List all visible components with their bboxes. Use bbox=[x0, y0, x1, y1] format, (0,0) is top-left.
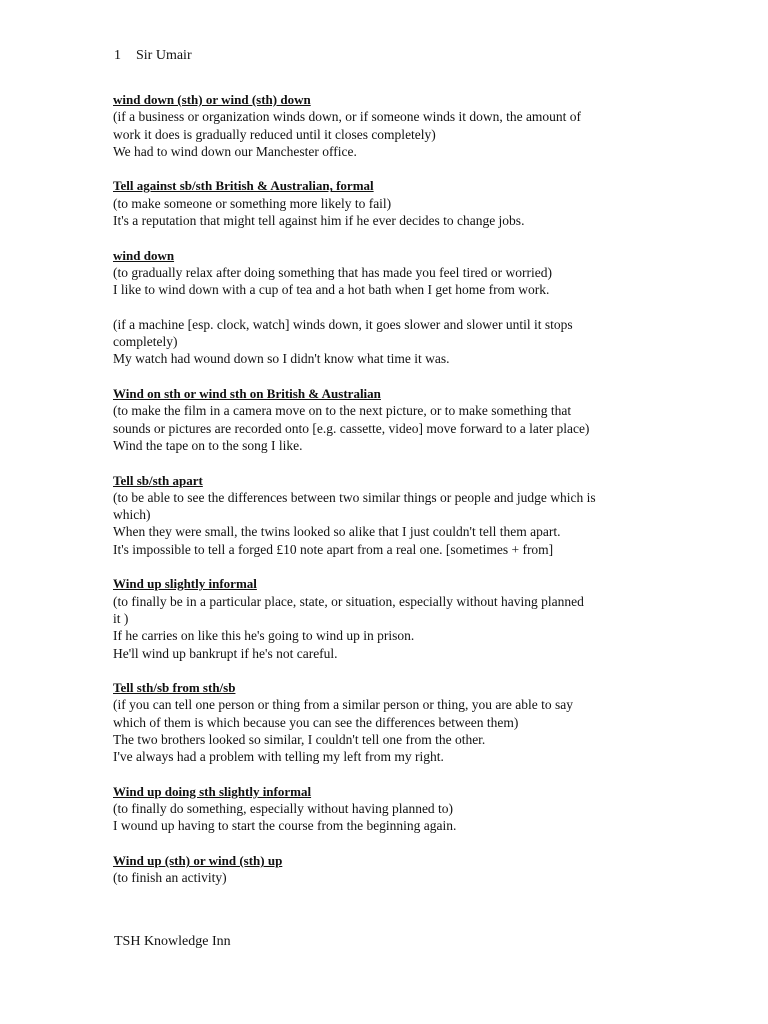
entry-line: We had to wind down our Manchester office. bbox=[113, 143, 357, 159]
entry-line: (to be able to see the differences between two similar things or people and judge which is bbox=[113, 489, 596, 505]
entry-term: Tell sth/sb from sth/sb bbox=[113, 680, 236, 696]
entry-line: (to finish an activity) bbox=[113, 870, 227, 886]
entry-line: When they were small, the twins looked so alike that I just couldn't tell them apart. bbox=[113, 524, 561, 540]
dictionary-entry bbox=[113, 247, 653, 299]
entry-term: Wind up doing sth slightly informal bbox=[113, 783, 312, 799]
dictionary-entry bbox=[113, 385, 653, 454]
dictionary-entry bbox=[113, 91, 653, 160]
entry-term: wind down (sth) or wind (sth) down bbox=[113, 92, 311, 107]
entry-line: My watch had wound down so I didn't know what time it was. bbox=[113, 351, 450, 367]
page-header bbox=[114, 47, 192, 64]
page-footer: TSH Knowledge Inn bbox=[114, 934, 231, 949]
entry-line: (to make the film in a camera move on to the next picture, or to make something that bbox=[113, 403, 572, 419]
entry-term: wind down bbox=[113, 247, 175, 263]
dictionary-entry bbox=[113, 783, 653, 835]
entry-line: (to finally do something, especially without having planned to) bbox=[113, 801, 454, 817]
entry-line: I've always had a problem with telling my left from my right. bbox=[113, 749, 444, 765]
document-body bbox=[113, 91, 653, 904]
entry-line: completely) bbox=[113, 334, 178, 350]
entry-term: Wind on sth or wind sth on British & Australian bbox=[113, 386, 381, 402]
entry-line: (to finally be in a particular place, state, or situation, especially without having planned bbox=[113, 593, 584, 609]
dictionary-entry bbox=[113, 575, 653, 661]
entry-line: which) bbox=[113, 507, 151, 523]
entry-line: Wind the tape on to the song I like. bbox=[113, 437, 303, 453]
dictionary-entry bbox=[113, 679, 653, 765]
entry-line: (if a machine [esp. clock, watch] winds down, it goes slower and slower until it stops bbox=[113, 316, 573, 332]
entry-line: (to gradually relax after doing something that has made you feel tired or worried) bbox=[113, 264, 552, 280]
entry-line: (if a business or organization winds down, or if someone winds it down, the amount of bbox=[113, 109, 582, 125]
author-name: Sir Umair bbox=[136, 48, 192, 63]
dictionary-entry bbox=[113, 316, 653, 368]
entry-term: Tell sb/sth apart bbox=[113, 472, 203, 488]
entry-line: The two brothers looked so similar, I couldn't tell one from the other. bbox=[113, 731, 486, 747]
entry-line: which of them is which because you can see the differences between them) bbox=[113, 714, 519, 730]
entry-line: work it does is gradually reduced until it closes completely) bbox=[113, 126, 436, 142]
entry-term: Tell against sb/sth British & Australian, formal bbox=[113, 178, 374, 194]
entry-line: (if you can tell one person or thing from a similar person or thing, you are able to say bbox=[113, 697, 574, 713]
entry-line: I wound up having to start the course from the beginning again. bbox=[113, 818, 457, 834]
entry-line: It's impossible to tell a forged £10 note apart from a real one. [sometimes + from] bbox=[113, 541, 554, 557]
dictionary-entry bbox=[113, 852, 653, 887]
entry-line: it ) bbox=[113, 610, 129, 626]
entry-line: I like to wind down with a cup of tea and a hot bath when I get home from work. bbox=[113, 282, 550, 298]
entry-line: He'll wind up bankrupt if he's not careful. bbox=[113, 645, 338, 661]
entry-line: If he carries on like this he's going to wind up in prison. bbox=[113, 628, 415, 644]
entry-line: (to make someone or something more likely to fail) bbox=[113, 195, 392, 211]
entry-term: Wind up slightly informal bbox=[113, 576, 257, 592]
dictionary-entry bbox=[113, 177, 653, 229]
dictionary-entry bbox=[113, 472, 653, 558]
page-number: 1 bbox=[114, 48, 121, 63]
entry-line: It's a reputation that might tell against him if he ever decides to change jobs. bbox=[113, 213, 525, 229]
entry-line: sounds or pictures are recorded onto [e.g. cassette, video] move forward to a later place) bbox=[113, 420, 590, 436]
entry-term: Wind up (sth) or wind (sth) up bbox=[113, 853, 283, 869]
